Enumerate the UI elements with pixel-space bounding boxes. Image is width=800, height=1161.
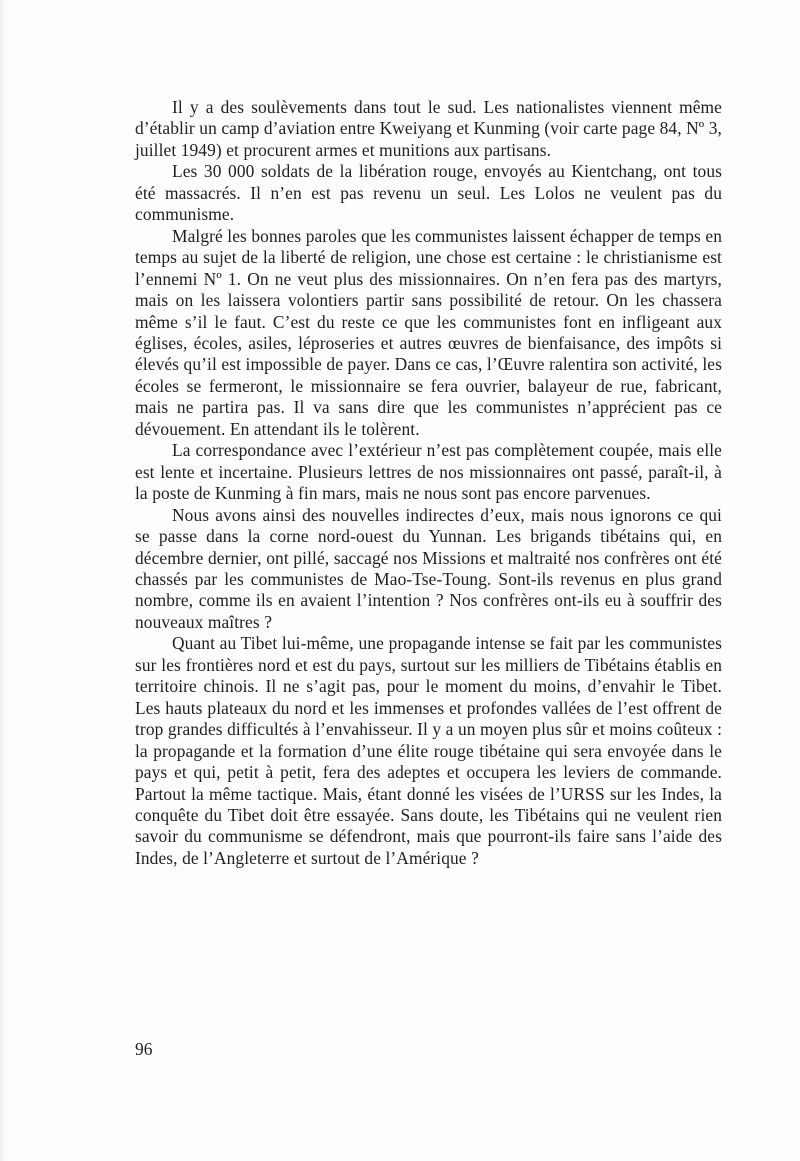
page-number: 96 (135, 1039, 153, 1059)
paragraph-6: Quant au Tibet lui-même, une propagande intense se fait par les communistes sur les frontières nord et est du pays, surtout sur les milliers de Tibétains établis en territoire chinois. Il ne s’agit pas, pour le moment du moins, d’envahir le Tibet. Les hauts plateaux du nord et les immenses et profondes vallées de l’est offrent de trop grandes difficultés à l’envahisseur. Il y a un moyen plus sûr et moins coûteux : la propagande et la formation d’une élite rouge tibétaine qui sera envoyée dans le pays et qui, petit à petit, fera des adeptes et occupera les leviers de commande. Partout la même tactique. Mais, étant donné les visées de l’URSS sur les Indes, la conquête du Tibet doit être essayée. Sans doute, les Tibétains qui ne veulent rien savoir du communisme se défendront, mais que pourront-ils faire sans l’aide des Indes, de l’Angleterre et surtout de l’Amérique ? (135, 633, 722, 868)
paragraph-3: Malgré les bonnes paroles que les communistes laissent échapper de temps en temps au sujet de la liberté de religion, une chose est certaine : le christianisme est l’ennemi Nº 1. On ne veut plus des missionnaires. On n’en fera pas des martyrs, mais on les laissera volontiers partir sans possibilité de retour. On les chassera même s’il le faut. C’est du reste ce que les communistes font en infligeant aux églises, écoles, asiles, léproseries et autres œuvres de bienfaisance, des impôts si élevés qu’il est impossible de payer. Dans ce cas, l’Œuvre ralentira son activité, les écoles se fermeront, le missionnaire se fera ouvrier, balayeur de rue, fabricant, mais ne partira pas. Il va sans dire que les communistes n’apprécient pas ce dévouement. En attendant ils le tolèrent. (135, 225, 722, 439)
paragraph-1: Il y a des soulèvements dans tout le sud. Les nationalistes viennent même d’établir un camp d’aviation entre Kweiyang et Kunming (voir carte page 84, Nº 3, juillet 1949) et procurent armes et munitions aux partisans. (135, 97, 722, 160)
paragraph-4: La correspondance avec l’extérieur n’est pas complètement coupée, mais elle est lente et incertaine. Plusieurs lettres de nos missionnaires ont passé, paraît-il, à la poste de Kunming à fin mars, mais ne nous sont pas encore parvenues. (135, 440, 722, 504)
body-text (135, 97, 722, 869)
paragraph-2: Les 30 000 soldats de la libération rouge, envoyés au Kientchang, ont tous été massacrés. Il n’en est pas revenu un seul. Les Lolos ne veulent pas du communisme. (135, 161, 722, 225)
page-edge-shadow (0, 0, 6, 1161)
paragraph-5: Nous avons ainsi des nouvelles indirectes d’eux, mais nous ignorons ce qui se passe dans la corne nord-ouest du Yunnan. Les brigands tibétains qui, en décembre dernier, ont pillé, saccagé nos Missions et maltraité nos confrères ont été chassés par les communistes de Mao-Tse-Toung. Sont-ils revenus en plus grand nombre, comme ils en avaient l’intention ? Nos confrères ont-ils eu à souffrir des nouveaux maîtres ? (135, 504, 722, 632)
